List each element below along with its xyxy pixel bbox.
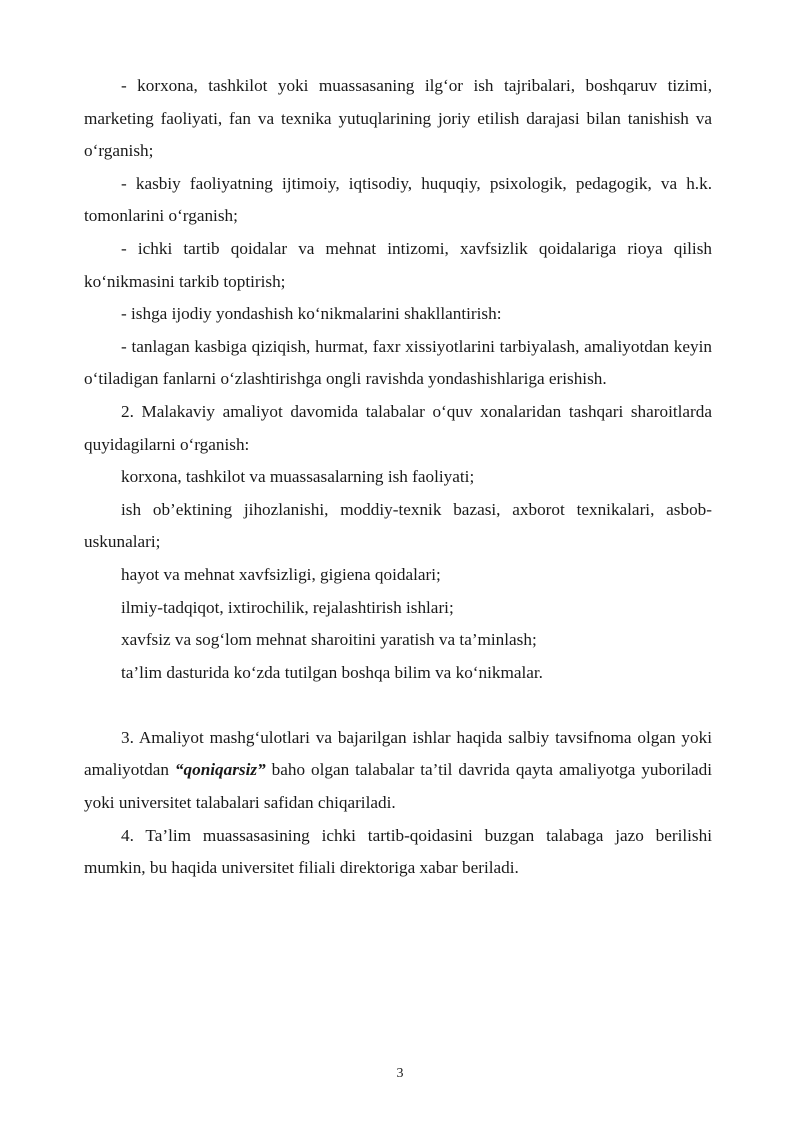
paragraph-bullet-4: - ishga ijodiy yondashish ko‘nikmalarini shakllantirish:	[121, 304, 502, 324]
list-item: korxona, tashkilot va muassasalarning ish faoliyati;	[121, 467, 475, 487]
list-item: ish ob’ektining jihozlanishi, moddiy-texnik bazasi, axborot texnikalari, asbob-uskunalari;	[84, 499, 712, 552]
paragraph-item-3	[84, 722, 712, 820]
list-item: hayot va mehnat xavfsizligi, gigiena qoidalari;	[121, 564, 441, 584]
list-item: xavfsiz va sog‘lom mehnat sharoitini yaratish va ta’minlash;	[121, 630, 537, 650]
document-body	[84, 70, 712, 885]
list-item: ilmiy-tadqiqot, ixtirochilik, rejalashtirish ishlari;	[121, 597, 454, 617]
emphasis-text: “qoniqarsiz”	[174, 760, 266, 780]
page-number: 3	[396, 1066, 404, 1081]
list-item: ta’lim dasturida ko‘zda tutilgan boshqa bilim va ko‘nikmalar.	[121, 662, 543, 682]
paragraph-bullet-1: - korxona, tashkilot yoki muassasaning ilg‘or ish tajribalari, boshqaruv tizimi, marketing faoliyati, fan va texnika yutuqlarining joriy etilish darajasi bilan tanishish va o‘rganish;	[84, 76, 712, 161]
paragraph-item-4: 4. Ta’lim muassasasining ichki tartib-qoidasini buzgan talabaga jazo berilishi mumkin, bu haqida universitet filiali direktoriga xabar beriladi.	[84, 825, 712, 878]
paragraph-bullet-3: - ichki tartib qoidalar va mehnat intizomi, xavfsizlik qoidalariga rioya qilish ko‘nikmasini tarkib toptirish;	[84, 238, 712, 291]
paragraph-item-3-text-end: baho olgan talabalar ta’til davrida qayta amaliyotga yuboriladi yoki universitet talabalari safidan chiqariladi.	[84, 760, 712, 813]
paragraph-bullet-2: - kasbiy faoliyatning ijtimoiy, iqtisodiy, huquqiy, psixologik, pedagogik, va h.k. tomonlarini o‘rganish;	[84, 173, 712, 226]
paragraph-bullet-5: - tanlagan kasbiga qiziqish, hurmat, faxr xissiyotlarini tarbiyalash, amaliyotdan keyin o‘tiladigan fanlarni o‘zlashtirishga ongli ravishda yondashishlariga erishish.	[84, 336, 712, 389]
paragraph-item-2: 2. Malakaviy amaliyot davomida talabalar o‘quv xonalaridan tashqari sharoitlarda quyidagilarni o‘rganish:	[84, 401, 712, 454]
paragraph-item-3-text-start: 3. Amaliyot mashg‘ulotlari va bajarilgan ishlar haqida salbiy tavsifnoma olgan yoki amaliyotdan	[84, 727, 712, 780]
